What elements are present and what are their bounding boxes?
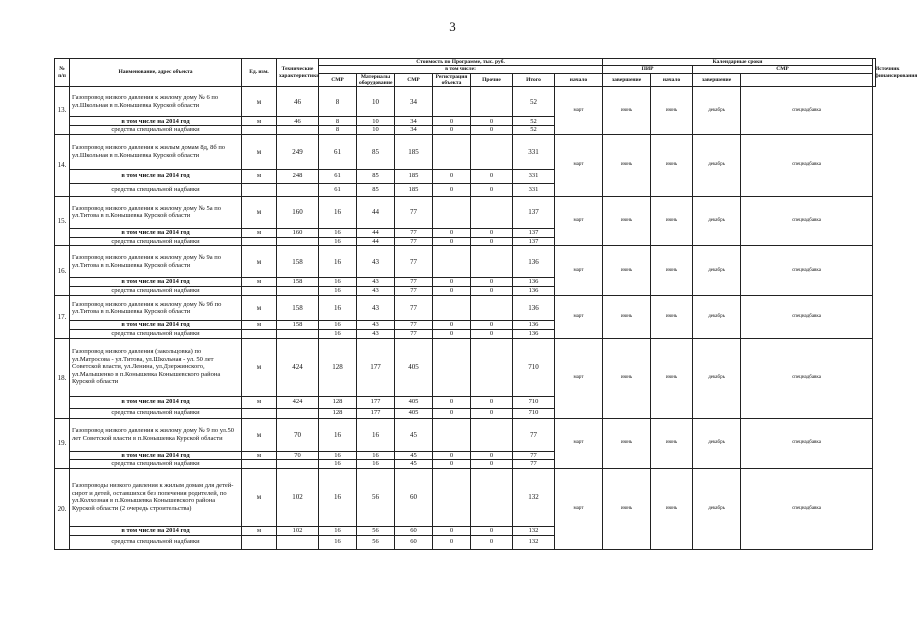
header-funding: Источник финансирования xyxy=(873,59,876,87)
funding-cell: спецнадбавка xyxy=(741,134,873,196)
object-name: Газопровод низкого давления к жилому дому № 9 по ул.50 лет Советской власти в п.Конышевка Курской области xyxy=(70,418,242,451)
cost-c4: 0 xyxy=(433,117,471,126)
cost-c1: 128 xyxy=(319,338,357,396)
cost-total: 331 xyxy=(513,183,555,196)
unit-cell: м xyxy=(242,451,277,459)
cost-c5 xyxy=(471,196,513,228)
header-num: № п/п xyxy=(55,59,70,87)
surcharge-label: средства специальной надбавки xyxy=(70,237,242,245)
cost-c3: 45 xyxy=(395,451,433,459)
cost-c1: 16 xyxy=(319,418,357,451)
schedule-s2: июнь xyxy=(603,468,651,549)
cost-c4: 0 xyxy=(433,183,471,196)
cost-c4: 0 xyxy=(433,408,471,418)
unit-cell: м xyxy=(242,468,277,526)
cost-c3: 60 xyxy=(395,535,433,549)
header-cost-sub: в том числе: xyxy=(319,66,603,73)
cost-total: 132 xyxy=(513,526,555,535)
header-smr: СМР xyxy=(319,73,357,87)
tech-cell xyxy=(277,329,319,338)
cost-c5: 0 xyxy=(471,451,513,459)
cost-c2: 16 xyxy=(357,418,395,451)
schedule-s2: июнь xyxy=(603,338,651,418)
cost-c5: 0 xyxy=(471,117,513,126)
cost-c3: 77 xyxy=(395,321,433,329)
page-number: 3 xyxy=(449,19,456,34)
cost-total: 710 xyxy=(513,408,555,418)
cost-total: 77 xyxy=(513,460,555,468)
cost-c5 xyxy=(471,296,513,321)
schedule-s3: июнь xyxy=(651,418,693,468)
header-calendar: Календарные сроки xyxy=(603,59,873,66)
header-start2: начало xyxy=(651,73,693,87)
table-row xyxy=(55,196,876,228)
cost-c2: 177 xyxy=(357,338,395,396)
unit-cell xyxy=(242,287,277,296)
tech-cell: 46 xyxy=(277,117,319,126)
cost-c3: 45 xyxy=(395,460,433,468)
cost-total: 132 xyxy=(513,468,555,526)
table-row xyxy=(55,87,876,117)
tech-cell xyxy=(277,237,319,245)
cost-c3: 185 xyxy=(395,134,433,169)
schedule-s2: июнь xyxy=(603,134,651,196)
cost-c3: 185 xyxy=(395,169,433,183)
tech-cell xyxy=(277,287,319,296)
cost-total: 52 xyxy=(513,87,555,117)
tech-cell: 158 xyxy=(277,278,319,287)
cost-c4: 0 xyxy=(433,237,471,245)
cost-c2: 85 xyxy=(357,169,395,183)
cost-c5: 0 xyxy=(471,183,513,196)
cost-c5: 0 xyxy=(471,396,513,408)
cost-c2: 16 xyxy=(357,460,395,468)
object-name: Газопровод низкого давления к жилым домам 8д, 8б по ул.Школьная в п.Конышевка Курской области xyxy=(70,134,242,169)
cost-total: 136 xyxy=(513,321,555,329)
header-end2: завершение xyxy=(693,73,741,87)
cost-c2: 44 xyxy=(357,228,395,237)
cost-c5: 0 xyxy=(471,228,513,237)
unit-cell: м xyxy=(242,169,277,183)
cost-c4: 0 xyxy=(433,228,471,237)
schedule-s3: июнь xyxy=(651,134,693,196)
header-start: начало xyxy=(555,73,603,87)
schedule-s4: декабрь xyxy=(693,246,741,296)
cost-c5: 0 xyxy=(471,329,513,338)
cost-c1: 16 xyxy=(319,526,357,535)
cost-c1: 16 xyxy=(319,278,357,287)
unit-cell xyxy=(242,329,277,338)
row-number: 15. xyxy=(55,196,70,245)
cost-c4 xyxy=(433,87,471,117)
surcharge-label: средства специальной надбавки xyxy=(70,460,242,468)
unit-cell: м xyxy=(242,117,277,126)
cost-c3: 77 xyxy=(395,196,433,228)
unit-cell: м xyxy=(242,196,277,228)
cost-c1: 16 xyxy=(319,287,357,296)
tech-cell: 158 xyxy=(277,246,319,278)
cost-c3: 34 xyxy=(395,117,433,126)
header-smr-period: СМР xyxy=(693,66,873,73)
investment-program-table xyxy=(54,58,917,550)
cost-c1: 16 xyxy=(319,228,357,237)
unit-cell xyxy=(242,126,277,134)
cost-total: 77 xyxy=(513,451,555,459)
object-name: Газопровод низкого давления к жилому дому № 9б по ул.Титова в п.Конышевка Курской области xyxy=(70,296,242,321)
tech-cell: 249 xyxy=(277,134,319,169)
cost-c4: 0 xyxy=(433,526,471,535)
schedule-s3: июнь xyxy=(651,468,693,549)
cost-c4 xyxy=(433,468,471,526)
cost-c4 xyxy=(433,338,471,396)
cost-c2: 43 xyxy=(357,278,395,287)
schedule-s3: июнь xyxy=(651,246,693,296)
cost-c5 xyxy=(471,338,513,396)
cost-c3: 60 xyxy=(395,526,433,535)
unit-cell: м xyxy=(242,134,277,169)
cost-c3: 45 xyxy=(395,418,433,451)
cost-total: 52 xyxy=(513,126,555,134)
funding-cell: спецнадбавка xyxy=(741,468,873,549)
cost-c1: 16 xyxy=(319,460,357,468)
cost-c4 xyxy=(433,246,471,278)
schedule-s2: июнь xyxy=(603,418,651,468)
cost-c5 xyxy=(471,134,513,169)
cost-c5 xyxy=(471,246,513,278)
cost-c5 xyxy=(471,468,513,526)
schedule-s4: декабрь xyxy=(693,468,741,549)
table-header xyxy=(55,59,917,87)
cost-c3: 77 xyxy=(395,237,433,245)
cost-c4 xyxy=(433,296,471,321)
schedule-s4: декабрь xyxy=(693,296,741,338)
cost-c1: 61 xyxy=(319,169,357,183)
cost-c1: 16 xyxy=(319,468,357,526)
object-name: Газопровод низкого давления к жилому дому № 9а по ул.Титова в п.Конышевка Курской области xyxy=(70,246,242,278)
cost-c1: 16 xyxy=(319,329,357,338)
header-unit: Ед. изм. xyxy=(242,59,277,87)
unit-cell: м xyxy=(242,526,277,535)
table-row xyxy=(55,418,876,451)
cost-total: 136 xyxy=(513,246,555,278)
row-number: 14. xyxy=(55,134,70,196)
schedule-s4: декабрь xyxy=(693,134,741,196)
cost-c5: 0 xyxy=(471,408,513,418)
cost-c5: 0 xyxy=(471,287,513,296)
cost-c1: 128 xyxy=(319,396,357,408)
schedule-s2: июнь xyxy=(603,296,651,338)
unit-cell xyxy=(242,237,277,245)
cost-c3: 34 xyxy=(395,126,433,134)
unit-cell: м xyxy=(242,278,277,287)
unit-cell: м xyxy=(242,418,277,451)
cost-c1: 8 xyxy=(319,117,357,126)
cost-c5: 0 xyxy=(471,526,513,535)
cost-total: 132 xyxy=(513,535,555,549)
cost-c4 xyxy=(433,134,471,169)
schedule-s4: декабрь xyxy=(693,87,741,134)
cost-c1: 16 xyxy=(319,535,357,549)
header-end: завершение xyxy=(603,73,651,87)
cost-c2: 177 xyxy=(357,408,395,418)
cost-total: 137 xyxy=(513,237,555,245)
unit-cell: м xyxy=(242,296,277,321)
surcharge-label: средства специальной надбавки xyxy=(70,126,242,134)
cost-c4: 0 xyxy=(433,287,471,296)
schedule-s3: июнь xyxy=(651,296,693,338)
unit-cell: м xyxy=(242,396,277,408)
object-name: Газопровод низкого давления к жилому дому № 5а по ул.Титова в п.Конышевка Курской области xyxy=(70,196,242,228)
object-name: Газопровод низкого давления (закольцовка) по ул.Матросова - ул.Титова, ул.Школьная - ул. 50 лет Советской власти, ул.Ленина, ул.Дзержинского, ул.Малышенко в п.Конышевка Конышевского района Курской области xyxy=(70,338,242,396)
cost-c3: 77 xyxy=(395,296,433,321)
tech-cell: 158 xyxy=(277,296,319,321)
cost-total: 136 xyxy=(513,287,555,296)
row-number: 17. xyxy=(55,296,70,338)
row-number: 20. xyxy=(55,468,70,549)
cost-c4: 0 xyxy=(433,278,471,287)
schedule-s3: июнь xyxy=(651,87,693,134)
funding-cell: спецнадбавка xyxy=(741,87,873,134)
year-label: в том числе на 2014 год xyxy=(70,228,242,237)
schedule-s2: июнь xyxy=(603,246,651,296)
table-row xyxy=(55,246,876,278)
tech-cell: 70 xyxy=(277,418,319,451)
tech-cell: 248 xyxy=(277,169,319,183)
cost-total: 137 xyxy=(513,228,555,237)
cost-c4: 0 xyxy=(433,329,471,338)
cost-c1: 16 xyxy=(319,296,357,321)
tech-cell xyxy=(277,126,319,134)
cost-total: 77 xyxy=(513,418,555,451)
cost-c1: 8 xyxy=(319,126,357,134)
cost-c3: 405 xyxy=(395,408,433,418)
header-tech: Технические характеристики xyxy=(277,59,319,87)
cost-c2: 44 xyxy=(357,196,395,228)
header-name: Наименование, адрес объекта xyxy=(70,59,242,87)
schedule-s1: март xyxy=(555,296,603,338)
cost-total: 136 xyxy=(513,296,555,321)
schedule-s4: декабрь xyxy=(693,196,741,245)
cost-c1: 128 xyxy=(319,408,357,418)
tech-cell: 160 xyxy=(277,228,319,237)
cost-c5 xyxy=(471,87,513,117)
cost-c2: 56 xyxy=(357,468,395,526)
cost-c5: 0 xyxy=(471,169,513,183)
cost-total: 136 xyxy=(513,329,555,338)
cost-c3: 60 xyxy=(395,468,433,526)
header-total: Итого xyxy=(513,73,555,87)
cost-c2: 85 xyxy=(357,134,395,169)
cost-c4 xyxy=(433,196,471,228)
surcharge-label: средства специальной надбавки xyxy=(70,287,242,296)
cost-c5: 0 xyxy=(471,460,513,468)
cost-c4: 0 xyxy=(433,451,471,459)
cost-c5 xyxy=(471,418,513,451)
cost-c3: 77 xyxy=(395,246,433,278)
cost-total: 52 xyxy=(513,117,555,126)
cost-c5: 0 xyxy=(471,278,513,287)
cost-c1: 61 xyxy=(319,183,357,196)
funding-cell: спецнадбавка xyxy=(741,246,873,296)
tech-cell xyxy=(277,183,319,196)
unit-cell xyxy=(242,183,277,196)
tech-cell xyxy=(277,535,319,549)
unit-cell: м xyxy=(242,321,277,329)
cost-c2: 10 xyxy=(357,87,395,117)
cost-c4 xyxy=(433,418,471,451)
cost-c2: 177 xyxy=(357,396,395,408)
schedule-s1: март xyxy=(555,87,603,134)
surcharge-label: средства специальной надбавки xyxy=(70,329,242,338)
cost-c4: 0 xyxy=(433,396,471,408)
cost-c1: 16 xyxy=(319,196,357,228)
schedule-s1: март xyxy=(555,196,603,245)
cost-c4: 0 xyxy=(433,321,471,329)
schedule-s2: июнь xyxy=(603,87,651,134)
cost-c3: 77 xyxy=(395,278,433,287)
year-label: в том числе на 2014 год xyxy=(70,321,242,329)
surcharge-label: средства специальной надбавки xyxy=(70,535,242,549)
cost-c2: 56 xyxy=(357,535,395,549)
cost-c5: 0 xyxy=(471,535,513,549)
tech-cell: 424 xyxy=(277,338,319,396)
unit-cell xyxy=(242,408,277,418)
unit-cell xyxy=(242,535,277,549)
cost-c5: 0 xyxy=(471,126,513,134)
unit-cell: м xyxy=(242,87,277,117)
cost-c2: 43 xyxy=(357,246,395,278)
funding-cell: спецнадбавка xyxy=(741,418,873,468)
surcharge-label: средства специальной надбавки xyxy=(70,408,242,418)
cost-c2: 43 xyxy=(357,296,395,321)
cost-total: 710 xyxy=(513,396,555,408)
row-number: 19. xyxy=(55,418,70,468)
row-number: 18. xyxy=(55,338,70,418)
cost-c1: 16 xyxy=(319,451,357,459)
schedule-s4: декабрь xyxy=(693,418,741,468)
cost-c3: 77 xyxy=(395,329,433,338)
year-label: в том числе на 2014 год xyxy=(70,117,242,126)
cost-c3: 185 xyxy=(395,183,433,196)
cost-total: 710 xyxy=(513,338,555,396)
cost-total: 137 xyxy=(513,196,555,228)
cost-c2: 43 xyxy=(357,321,395,329)
cost-c1: 16 xyxy=(319,237,357,245)
schedule-s1: март xyxy=(555,134,603,196)
cost-c4: 0 xyxy=(433,126,471,134)
cost-c4: 0 xyxy=(433,169,471,183)
year-label: в том числе на 2014 год xyxy=(70,278,242,287)
row-number: 13. xyxy=(55,87,70,134)
tech-cell: 70 xyxy=(277,451,319,459)
cost-c2: 10 xyxy=(357,117,395,126)
schedule-s1: март xyxy=(555,246,603,296)
unit-cell: м xyxy=(242,246,277,278)
tech-cell: 160 xyxy=(277,196,319,228)
table-body xyxy=(55,87,876,549)
tech-cell: 46 xyxy=(277,87,319,117)
cost-c5: 0 xyxy=(471,321,513,329)
year-label: в том числе на 2014 год xyxy=(70,451,242,459)
year-label: в том числе на 2014 год xyxy=(70,396,242,408)
object-name: Газопровод низкого давления к жилому дому № 6 по ул.Школьная в п.Конышевка Курской области xyxy=(70,87,242,117)
schedule-s2: июнь xyxy=(603,196,651,245)
year-label: в том числе на 2014 год xyxy=(70,169,242,183)
cost-c2: 43 xyxy=(357,287,395,296)
header-cost-group: Стоимость по Программе, тыс. руб. xyxy=(319,59,603,66)
year-label: в том числе на 2014 год xyxy=(70,526,242,535)
header-materials: Материалы оборудование xyxy=(357,73,395,87)
funding-cell: спецнадбавка xyxy=(741,196,873,245)
cost-c5: 0 xyxy=(471,237,513,245)
header-smr2: СМР xyxy=(395,73,433,87)
cost-c2: 85 xyxy=(357,183,395,196)
tech-cell xyxy=(277,408,319,418)
unit-cell: м xyxy=(242,338,277,396)
surcharge-label: средства специальной надбавки xyxy=(70,183,242,196)
cost-c4: 0 xyxy=(433,460,471,468)
cost-total: 331 xyxy=(513,169,555,183)
funding-cell: спецнадбавка xyxy=(741,338,873,418)
schedule-s3: июнь xyxy=(651,338,693,418)
cost-c1: 16 xyxy=(319,246,357,278)
cost-c2: 44 xyxy=(357,237,395,245)
cost-c2: 16 xyxy=(357,451,395,459)
table-row xyxy=(55,134,876,169)
cost-c1: 8 xyxy=(319,87,357,117)
cost-c3: 405 xyxy=(395,338,433,396)
table-row xyxy=(55,468,876,526)
schedule-s3: июнь xyxy=(651,196,693,245)
table-row xyxy=(55,338,876,396)
cost-c3: 77 xyxy=(395,228,433,237)
table-row xyxy=(55,296,876,321)
tech-cell xyxy=(277,460,319,468)
row-number: 16. xyxy=(55,246,70,296)
unit-cell xyxy=(242,460,277,468)
header-pir: ПИР xyxy=(603,66,693,73)
unit-cell: м xyxy=(242,228,277,237)
cost-total: 331 xyxy=(513,134,555,169)
cost-c4: 0 xyxy=(433,535,471,549)
schedule-s1: март xyxy=(555,338,603,418)
cost-total: 136 xyxy=(513,278,555,287)
cost-c2: 56 xyxy=(357,526,395,535)
tech-cell: 158 xyxy=(277,321,319,329)
cost-c3: 405 xyxy=(395,396,433,408)
cost-c2: 43 xyxy=(357,329,395,338)
schedule-s4: декабрь xyxy=(693,338,741,418)
object-name: Газопроводы низкого давления к жилым домам для детей- сирот и детей, оставшихся без попечения родителей, по ул.Колхозная в п.Конышевка Конышевского района Курской области (2 очередь строительства) xyxy=(70,468,242,526)
schedule-s1: март xyxy=(555,468,603,549)
funding-cell: спецнадбавка xyxy=(741,296,873,338)
cost-c2: 10 xyxy=(357,126,395,134)
tech-cell: 102 xyxy=(277,526,319,535)
cost-c3: 77 xyxy=(395,287,433,296)
cost-c3: 34 xyxy=(395,87,433,117)
tech-cell: 102 xyxy=(277,468,319,526)
cost-c1: 61 xyxy=(319,134,357,169)
header-other: Прочие xyxy=(471,73,513,87)
tech-cell: 424 xyxy=(277,396,319,408)
header-registration: Регистрация объекта xyxy=(433,73,471,87)
cost-c1: 16 xyxy=(319,321,357,329)
schedule-s1: март xyxy=(555,418,603,468)
